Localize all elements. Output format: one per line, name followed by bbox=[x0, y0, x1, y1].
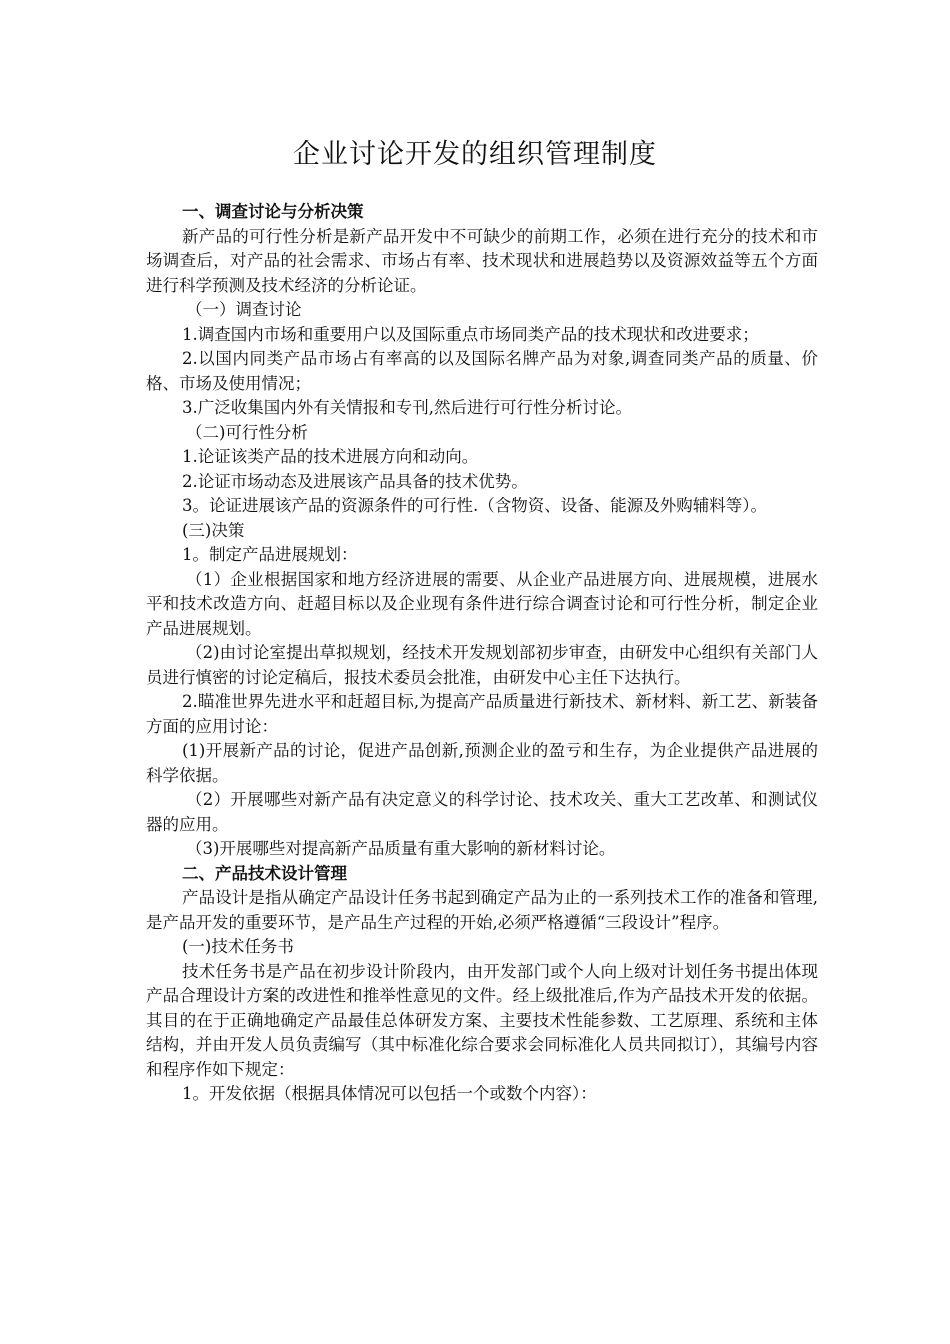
paragraph: （2)由讨论室提出草拟规划，经技术开发规划部初步审查，由研发中心组织有关部门人员进行慎密的讨论定稿后，报技术委员会批准，由研发中心主任下达执行。 bbox=[146, 643, 818, 687]
paragraph: 新产品的可行性分析是新产品开发中不可缺少的前期工作，必须在进行充分的技术和市场调查后，对产品的社会需求、市场占有率、技术现状和进展趋势以及资源效益等五个方面进行科学预测及技术经济的分析论证。 bbox=[146, 226, 818, 295]
paragraph: （3)开展哪些对提高新产品质量有重大影响的新材料讨论。 bbox=[186, 839, 616, 858]
section-heading: 二、产品技术设计管理 bbox=[182, 863, 347, 883]
paragraph: 3。论证进展该产品的资源条件的可行性.（含物资、设备、能源及外购辅料等）。 bbox=[182, 496, 767, 515]
subsection-heading: (一)技术任务书 bbox=[182, 937, 294, 956]
subsection-heading: （二)可行性分析 bbox=[186, 422, 308, 442]
paragraph: 2.论证市场动态及进展该产品具备的技术优势。 bbox=[182, 471, 528, 491]
subsection-heading: （一）调查讨论 bbox=[186, 300, 302, 319]
subsection-heading: (三)决策 bbox=[182, 520, 245, 540]
paragraph: （2）开展哪些对新产品有决定意义的科学讨论、技术攻关、重大工艺改革、和测试仪器的应用。 bbox=[146, 790, 818, 834]
paragraph: 1。制定产品进展规划： bbox=[182, 545, 358, 564]
paragraph: 产品设计是指从确定产品设计任务书起到确定产品为止的一系列技术工作的准备和管理,是产品开发的重要环节，是产品生产过程的开始,必须严格遵循“三段设计”程序。 bbox=[146, 888, 818, 932]
paragraph: 2.瞄准世界先进水平和赶超目标,为提高产品质量进行新技术、新材料、新工艺、新装备方面的应用讨论： bbox=[146, 692, 818, 736]
document-body bbox=[146, 200, 818, 1107]
section-heading: 一、调查讨论与分析决策 bbox=[182, 202, 364, 221]
paragraph: 1.调查国内市场和重要用户以及国际重点市场同类产品的技术现状和改进要求； bbox=[182, 324, 759, 344]
paragraph: 1。开发依据（根据具体情况可以包括一个或数个内容）： bbox=[182, 1084, 597, 1103]
paragraph: 技术任务书是产品在初步设计阶段内，由开发部门或个人向上级对计划任务书提出体现产品合理设计方案的改进性和推举性意见的文件。经上级批准后,作为产品技术开发的依据。其目的在于正确地确定产品最佳总体研发方案、主要技术性能参数、工艺原理、系统和主体结构，并由开发人员负责编写（其中标准化综合要求会同标准化人员共同拟订），其编号内容和程序作如下规定： bbox=[146, 961, 818, 1079]
paragraph: 1.论证该类产品的技术进展方向和动向。 bbox=[182, 447, 479, 466]
paragraph: 2.以国内同类产品市场占有率高的以及国际名牌产品为对象,调查同类产品的质量、价格、市场及使用情况； bbox=[146, 349, 818, 393]
paragraph: （1）企业根据国家和地方经济进展的需要、从企业产品进展方向、进展规模，进展水平和技术改造方向、赶超目标以及企业现有条件进行综合调查讨论和可行性分析，制定企业产品进展规划。 bbox=[146, 569, 818, 638]
paragraph: (1)开展新产品的讨论，促进产品创新,预测企业的盈亏和生存，为企业提供产品进展的科学依据。 bbox=[146, 741, 818, 785]
document-title: 企业讨论开发的组织管理制度 bbox=[293, 139, 657, 170]
paragraph: 3.广泛收集国内外有关情报和专刊,然后进行可行性分析讨论。 bbox=[182, 398, 632, 417]
